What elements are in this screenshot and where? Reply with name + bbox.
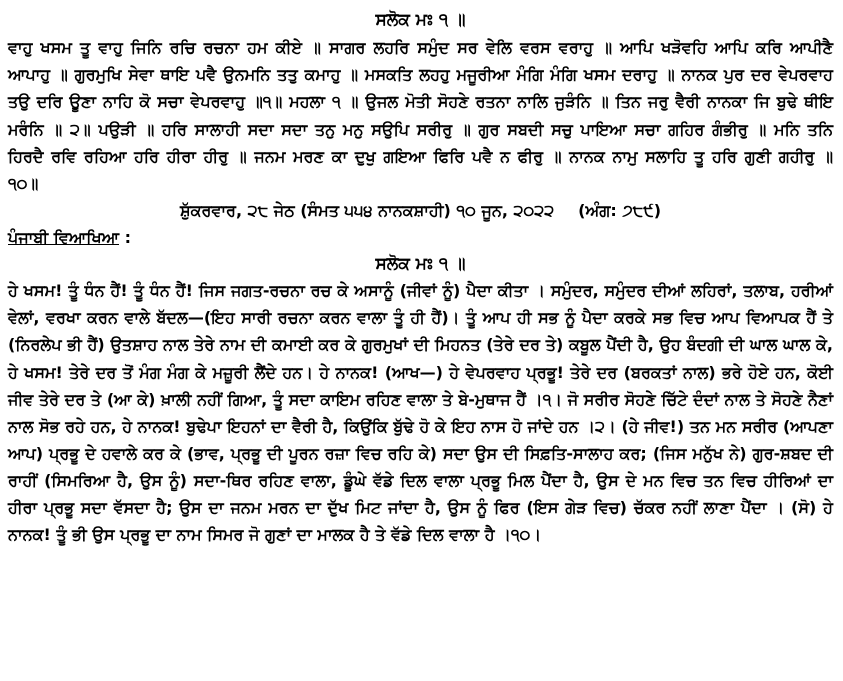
- shalok-heading: ਸਲੋਕ ਮਃ ੧ ॥: [375, 10, 466, 30]
- ang-reference: (ਅੰਗ: ੭੮੯): [578, 201, 662, 221]
- gurbani-text: ਵਾਹੁ ਖਸਮ ਤੂ ਵਾਹੁ ਜਿਨਿ ਰਚਿ ਰਚਨਾ ਹਮ ਕੀਏ ॥ ਸਾਗਰ ਲਹਰਿ ਸਮੁੰਦ ਸਰ ਵੇਲਿ ਵਰਸ ਵਰਾਹੁ ॥ ਆਪਿ ਖੜੋਵਹਿ ਆਪਿ ਕਰਿ ਆਪੀਣੈ ਆਪਾਹੁ ॥ ਗੁਰਮੁਖਿ ਸੇਵਾ ਥਾਇ ਪਵੈ ਉਨਮਨਿ ਤਤੁ ਕਮਾਹੁ ॥ ਮਸਕਤਿ ਲਹਹੁ ਮਜੂਰੀਆ ਮੰਗਿ ਮੰਗਿ ਖਸਮ ਦਰਾਹੁ ॥ ਨਾਨਕ ਪੁਰ ਦਰ ਵੇਪਰਵਾਹ ਤਉ ਦਰਿ ਊਣਾ ਨਾਹਿ ਕੋ ਸਚਾ ਵੇਪਰਵਾਹੁ ॥੧॥ ਮਹਲਾ ੧ ॥ ਉਜਲ ਮੋਤੀ ਸੋਹਣੇ ਰਤਨਾ ਨਾਲਿ ਜੁੜੰਨਿ ॥ ਤਿਨ ਜਰੁ ਵੈਰੀ ਨਾਨਕਾ ਜਿ ਬੁਢੇ ਥੀਇ ਮਰੰਨਿ ॥ ੨॥ ਪਉੜੀ ॥ ਹਰਿ ਸਾਲਾਹੀ ਸਦਾ ਸਦਾ ਤਨੁ ਮਨੁ ਸਉਪਿ ਸਰੀਰੁ ॥ ਗੁਰ ਸਬਦੀ ਸਚੁ ਪਾਇਆ ਸਚਾ ਗਹਿਰ ਗੰਭੀਰੁ ॥ ਮਨਿ ਤਨਿ ਹਿਰਦੈ ਰਵਿ ਰਹਿਆ ਹਰਿ ਹੀਰਾ ਹੀਰੁ ॥ ਜਨਮ ਮਰਣ ਕਾ ਦੁਖੁ ਗਇਆ ਫਿਰਿ ਪਵੈ ਨ ਫੀਰੁ ॥ ਨਾਨਕ ਨਾਮੁ ਸਲਾਹਿ ਤੂ ਹਰਿ ਗੁਣੀ ਗਹੀਰੁ ॥੧੦॥: [8, 38, 833, 194]
- date-text: ਸ਼ੁੱਕਰਵਾਰ, ੨੮ ਜੇਠ (ਸੰਮਤ ੫੫੪ ਨਾਨਕਸ਼ਾਹੀ) ੧੦ ਜੂਨ, ੨੦੨੨: [179, 201, 555, 221]
- section-label-suffix: :: [119, 228, 131, 248]
- section-label: [8, 225, 833, 251]
- explanation-heading: ਸਲੋਕ ਮਃ ੧ ॥: [375, 254, 466, 275]
- explanation-text: ਹੇ ਖਸਮ! ਤੂੰ ਧੰਨ ਹੈਂ! ਤੂੰ ਧੰਨ ਹੈਂ! ਜਿਸ ਜਗਤ-ਰਚਨਾ ਰਚ ਕੇ ਅਸਾਨੂੰ (ਜੀਵਾਂ ਨੂੰ) ਪੈਦਾ ਕੀਤਾ । ਸਮੁੰਦਰ, ਸਮੁੰਦਰ ਦੀਆਂ ਲਹਿਰਾਂ, ਤਲਾਬ, ਹਰੀਆਂ ਵੇਲਾਂ, ਵਰਖਾ ਕਰਨ ਵਾਲੇ ਬੱਦਲ—(ਇਹ ਸਾਰੀ ਰਚਨਾ ਕਰਨ ਵਾਲਾ ਤੂੰ ਹੀ ਹੈਂ)। ਤੂੰ ਆਪ ਹੀ ਸਭ ਨੂੰ ਪੈਦਾ ਕਰਕੇ ਸਭ ਵਿਚ ਆਪ ਵਿਆਪਕ ਹੈਂ ਤੇ (ਨਿਰਲੇਪ ਭੀ ਹੈਂ) ਉਤਸ਼ਾਹ ਨਾਲ ਤੇਰੇ ਨਾਮ ਦੀ ਕਮਾਈ ਕਰ ਕੇ ਗੁਰਮੁਖਾਂ ਦੀ ਮਿਹਨਤ (ਤੇਰੇ ਦਰ ਤੇ) ਕਬੂਲ ਪੈਂਦੀ ਹੈ, ਉਹ ਬੰਦਗੀ ਦੀ ਘਾਲ ਘਾਲ ਕੇ, ਹੇ ਖਸਮ! ਤੇਰੇ ਦਰ ਤੋਂ ਮੰਗ ਮੰਗ ਕੇ ਮਜ਼ੂਰੀ ਲੈਂਦੇ ਹਨ। ਹੇ ਨਾਨਕ! (ਆਖ—) ਹੇ ਵੇਪਰਵਾਹ ਪ੍ਰਭੂ! ਤੇਰੇ ਦਰ (ਬਰਕਤਾਂ ਨਾਲ) ਭਰੇ ਹੋਏ ਹਨ, ਕੋਈ ਜੀਵ ਤੇਰੇ ਦਰ ਤੇ (ਆ ਕੇ) ਖ਼ਾਲੀ ਨਹੀਂ ਗਿਆ, ਤੂੰ ਸਦਾ ਕਾਇਮ ਰਹਿਣ ਵਾਲਾ ਤੇ ਬੇ-ਮੁਥਾਜ ਹੈਂ ।੧। ਜੋ ਸਰੀਰ ਸੋਹਣੇ ਚਿੱਟੇ ਦੰਦਾਂ ਨਾਲ ਤੇ ਸੋਹਣੇ ਨੈਣਾਂ ਨਾਲ ਸੋਭ ਰਹੇ ਹਨ, ਹੇ ਨਾਨਕ! ਬੁਢੇਪਾ ਇਹਨਾਂ ਦਾ ਵੈਰੀ ਹੈ, ਕਿਉਂਕਿ ਬੁੱਢੇ ਹੋ ਕੇ ਇਹ ਨਾਸ ਹੋ ਜਾਂਦੇ ਹਨ ।੨। (ਹੇ ਜੀਵ!) ਤਨ ਮਨ ਸਰੀਰ (ਆਪਣਾ ਆਪ) ਪ੍ਰਭੂ ਦੇ ਹਵਾਲੇ ਕਰ ਕੇ (ਭਾਵ, ਪ੍ਰਭੂ ਦੀ ਪੂਰਨ ਰਜ਼ਾ ਵਿਚ ਰਹਿ ਕੇ) ਸਦਾ ਉਸ ਦੀ ਸਿਫ਼ਤਿ-ਸਾਲਾਹ ਕਰ; (ਜਿਸ ਮਨੁੱਖ ਨੇ) ਗੁਰ-ਸ਼ਬਦ ਦੀ ਰਾਹੀਂ (ਸਿਮਰਿਆ ਹੈ, ਉਸ ਨੂੰ) ਸਦਾ-ਥਿਰ ਰਹਿਣ ਵਾਲਾ, ਡੂੰਘੇ ਵੱਡੇ ਦਿਲ ਵਾਲਾ ਪ੍ਰਭੂ ਮਿਲ ਪੈਂਦਾ ਹੈ, ਉਸ ਦੇ ਮਨ ਵਿਚ ਤਨ ਵਿਚ ਹੀਰਿਆਂ ਦਾ ਹੀਰਾ ਪ੍ਰਭੂ ਸਦਾ ਵੱਸਦਾ ਹੈ; ਉਸ ਦਾ ਜਨਮ ਮਰਨ ਦਾ ਦੁੱਖ ਮਿਟ ਜਾਂਦਾ ਹੈ, ਉਸ ਨੂੰ ਫਿਰ (ਇਸ ਗੇੜ ਵਿਚ) ਚੱਕਰ ਨਹੀਂ ਲਾਣਾ ਪੈਂਦਾ । (ਸੋ) ਹੇ ਨਾਨਕ! ਤੂੰ ਭੀ ਉਸ ਪ੍ਰਭੂ ਦਾ ਨਾਮ ਸਿਮਰ ਜੋ ਗੁਣਾਂ ਦਾ ਮਾਲਕ ਹੈ ਤੇ ਵੱਡੇ ਦਿਲ ਵਾਲਾ ਹੈ ।੧੦।: [8, 281, 833, 545]
- section-label-text: ਪੰਜਾਬੀ ਵਿਆਖਿਆ: [8, 228, 119, 248]
- date-line: [8, 197, 833, 225]
